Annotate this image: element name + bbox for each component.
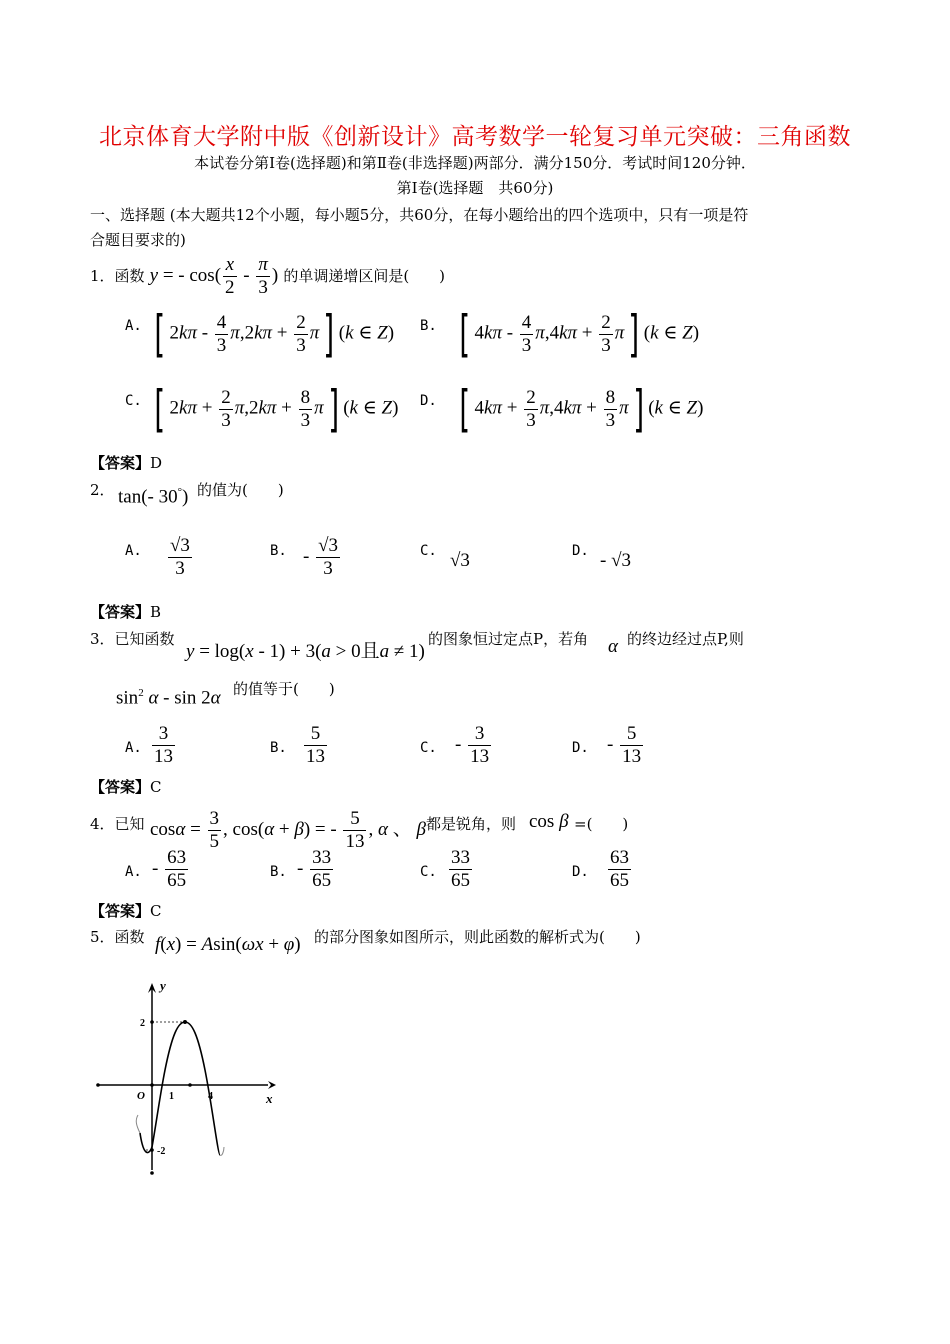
question-4-suffix: =( ) xyxy=(574,815,629,833)
q4-option-d-label: D. xyxy=(572,864,589,880)
q4-option-b-label: B. xyxy=(270,864,287,880)
q4-option-a: - $\frac{63}{65}$ xyxy=(152,847,187,891)
q3-option-d: - $\frac{5}{13}$ xyxy=(607,723,642,767)
q3-option-d-label: D. xyxy=(572,740,589,756)
q4-option-b: - $\frac{33}{65}$ xyxy=(297,847,332,891)
question-3-mid: 的图象恒过定点P，若角 xyxy=(428,630,589,648)
q2-option-a-label: A. xyxy=(125,543,142,559)
question-2-suffix: 的值为( ) xyxy=(197,481,284,499)
question-5-formula: f(x) = Asin(ωx + φ) xyxy=(155,934,301,955)
part-heading: 第Ⅰ卷(选择题 共60分) xyxy=(396,179,554,197)
q1-option-b: [ 4kπ - $\frac{4}{3}$ π,4kπ + $\frac{2}{3}$ π] (k ∈ Z) xyxy=(459,305,700,363)
question-1 xyxy=(90,254,445,299)
question-2-formula: tan(- 30°) xyxy=(118,486,189,508)
q3-option-b: $\frac{5}{13}$ xyxy=(306,723,325,767)
q3-option-a-label: A. xyxy=(125,740,142,756)
q4-option-c: $\frac{33}{65}$ xyxy=(451,847,470,891)
q3-option-c-label: C. xyxy=(420,740,437,756)
q1-option-a: [ 2kπ - $\frac{4}{3}$ π,2kπ + $\frac{2}{3}$ π] (k ∈ Z) xyxy=(154,305,395,363)
question-1-suffix: 的单调递增区间是( ) xyxy=(283,266,446,285)
q2-option-d-label: D. xyxy=(572,543,589,559)
q1-option-c: [ 2kπ + $\frac{2}{3}$ π,2kπ + $\frac{8}{3}$ π] (k ∈ Z) xyxy=(154,380,399,438)
exam-intro: 本试卷分第Ⅰ卷(选择题)和第Ⅱ卷(非选择题)两部分．满分150分．考试时间120分钟． xyxy=(194,154,756,172)
sine-graph xyxy=(90,975,290,1185)
question-5-suffix: 的部分图象如图所示，则此函数的解析式为( ) xyxy=(314,928,641,946)
q2-option-c-label: C. xyxy=(420,543,437,559)
x-axis-arrow xyxy=(268,1081,276,1089)
q3-option-c: - $\frac{3}{13}$ xyxy=(455,723,490,767)
question-4-mid: 都是锐角，则 xyxy=(426,815,517,833)
section-instructions-line1: 一、选择题 (本大题共12个小题，每小题5分，共60分，在每小题给出的四个选项中，只有一项是符 xyxy=(90,206,749,224)
question-4-prefix: 4．已知 xyxy=(90,815,145,833)
q1-option-d: [ 4kπ + $\frac{2}{3}$ π,4kπ + $\frac{8}{3}$ π] (k ∈ Z) xyxy=(459,380,704,438)
q1-answer: 【答案】D xyxy=(90,454,163,472)
q3-option-a: $\frac{3}{13}$ xyxy=(154,723,173,767)
question-3-expression: $\sin^2 \alpha$ - sin 2α xyxy=(116,687,221,709)
curve-tail-right xyxy=(220,1147,224,1155)
graph-tick-2: 2 xyxy=(140,1018,145,1029)
graph-tick-4: 4 xyxy=(208,1091,213,1102)
q3-answer: 【答案】C xyxy=(90,778,162,796)
curve-tail-left xyxy=(136,1115,140,1133)
q2-option-a: $\frac{√3}{3}$ xyxy=(170,535,190,579)
q4-answer: 【答案】C xyxy=(90,902,162,920)
document-title: 北京体育大学附中版《创新设计》高考数学一轮复习单元突破：三角函数 xyxy=(99,124,851,150)
graph-tick-1: 1 xyxy=(169,1091,174,1102)
q4-option-c-label: C. xyxy=(420,864,437,880)
q1-option-c-label: C. xyxy=(125,393,142,409)
q1-option-a-label: A. xyxy=(125,318,142,334)
question-3-suffix: 的值等于( ) xyxy=(233,680,335,698)
q1-option-d-label: D. xyxy=(420,393,437,409)
q2-option-d: - √3 xyxy=(600,550,632,571)
question-4-formula: cosα = $\frac{3}{5}$ , cos(α + β) = - $\frac{5}{13}$ , α 、 β xyxy=(150,808,426,852)
question-2-prefix: 2． xyxy=(90,481,115,499)
q2-answer: 【答案】B xyxy=(90,603,162,621)
graph-origin-label: O xyxy=(137,1090,145,1102)
question-3-prefix: 3．已知函数 xyxy=(90,630,175,648)
q2-option-c: √3 xyxy=(450,550,470,571)
section-instructions-line2: 合题目要求的) xyxy=(90,231,186,249)
q4-option-d: $\frac{63}{65}$ xyxy=(610,847,629,891)
question-1-formula: y = - cos( $\frac{x}{2}$ - $\frac{\pi}{3}$ ) xyxy=(149,254,279,298)
question-3-mid2: 的终边经过点P,则 xyxy=(627,630,744,648)
question-3-formula: y = log(x - 1) + 3(a > 0且a ≠ 1) xyxy=(186,641,425,662)
q2-option-b: - $\frac{√3}{3}$ xyxy=(303,535,339,579)
cos-beta: cos β xyxy=(529,811,569,832)
graph-y-label: y xyxy=(160,978,166,993)
q3-option-b-label: B. xyxy=(270,740,287,756)
question-1-prefix: 1．函数 xyxy=(90,266,145,285)
graph-tick-neg2: -2 xyxy=(157,1146,166,1157)
q2-option-b-label: B. xyxy=(270,543,287,559)
graph-x-label: x xyxy=(266,1091,273,1106)
alpha-symbol: α xyxy=(608,636,618,657)
q4-option-a-label: A. xyxy=(125,864,142,880)
question-5-prefix: 5．函数 xyxy=(90,928,145,946)
q1-option-b-label: B. xyxy=(420,318,437,334)
